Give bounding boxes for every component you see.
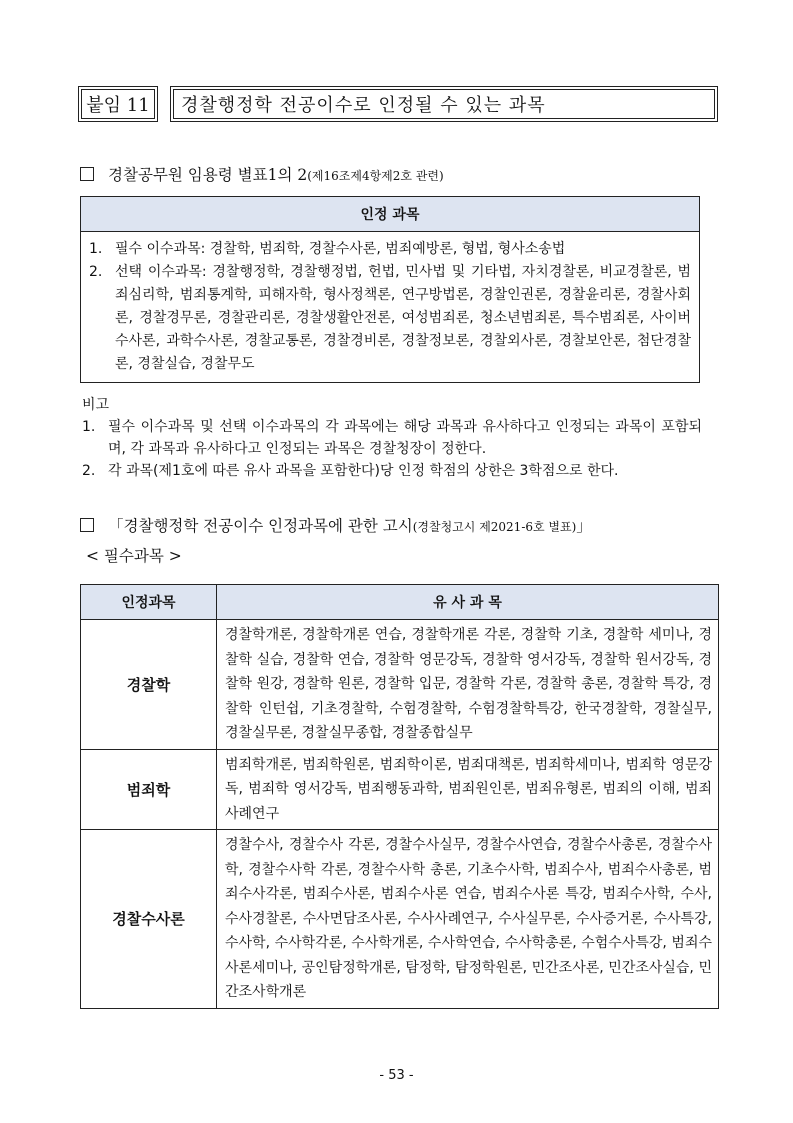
subjects-cell: 경찰수사, 경찰수사 각론, 경찰수사실무, 경찰수사연습, 경찰수사총론, 경찰수사학, 경찰수사학 각론, 경찰수사학 총론, 기초수사학, 범죄수사, 범죄수사총론, 범죄수사각론, 범죄수사론, 범죄수사론 연습, 범죄수사론 특강, 범죄수사학, 수사, 수사경찰론, 수사면담조사론, 수사사례연구, 수사실무론, 수사증거론, 수사특강, 수사학, 수사학각론, 수사학개론, 수사학연습, 수사학총론, 수험수사특강, 범죄수사론세미나, 공인탐정학개론, 탐정학, 탐정학원론, 민간조사론, 민간조사실습, 민간조사학개론	[217, 830, 719, 1009]
attachment-tag: 붙임 11	[78, 86, 158, 122]
section1-heading-text: 경찰공무원 임용령 별표1의 2	[108, 166, 308, 184]
document-title	[78, 86, 718, 124]
item-text: 선택 이수과목: 경찰행정학, 경찰행정법, 헌법, 민사법 및 기타법, 자치경찰론, 비교경찰론, 범죄심리학, 범죄통계학, 피해자학, 형사정책론, 연구방법론, 경찰인권론, 경찰윤리론, 경찰사회론, 경찰경무론, 경찰관리론, 경찰생활안전론, 여성범죄론, 청소년범죄론, 특수범죄론, 사이버수사론, 과학수사론, 경찰교통론, 경찰경비론, 경찰정보론, 경찰외사론, 경찰보안론, 첨단경찰론, 경찰실습, 경찰무도	[115, 264, 691, 372]
notes-section	[82, 394, 702, 482]
page-number: - 53 -	[379, 1068, 414, 1083]
note-item	[82, 416, 702, 460]
subjects-cell: 범죄학개론, 범죄학원론, 범죄학이론, 범죄대책론, 범죄학세미나, 범죄학 영문강독, 범죄학 영서강독, 범죄행동과학, 범죄원인론, 범죄유형론, 범죄의 이해, 범죄사례연구	[217, 749, 719, 830]
section2-heading-close: 」	[576, 517, 592, 535]
item-number: 1.	[89, 241, 103, 257]
recognized-subjects-table	[80, 196, 700, 383]
recognized-subjects-body	[81, 232, 699, 382]
section1-heading	[80, 163, 444, 185]
note-number: 1.	[82, 419, 96, 435]
section1-heading-note: (제16조제4항제2호 관련)	[307, 169, 444, 183]
note-number: 2.	[82, 463, 96, 479]
section2-heading-text: 「경찰행정학 전공이수 인정과목에 관한 고시	[108, 517, 413, 535]
required-subjects-subheading: < 필수과목 >	[86, 547, 182, 565]
note-item	[82, 460, 702, 482]
list-item	[89, 261, 691, 376]
column-header-category: 인정과목	[81, 585, 217, 620]
title-text: 경찰행정학 전공이수로 인정될 수 있는 과목	[170, 86, 718, 122]
table-row	[81, 830, 719, 1009]
section2-heading	[80, 514, 592, 536]
section2-heading-note: (경찰청고시 제2021-6호 별표)	[412, 520, 577, 534]
similar-subjects-table	[80, 584, 719, 1009]
recognized-subjects-header: 인정 과목	[81, 197, 699, 232]
list-item	[89, 238, 691, 261]
note-text: 각 과목(제1호에 따른 유사 과목을 포함한다)당 인정 학점의 상한은 3학점으로 한다.	[108, 463, 619, 479]
category-cell: 경찰수사론	[81, 830, 217, 1009]
checkbox-bullet-icon	[80, 518, 94, 532]
category-cell: 범죄학	[81, 749, 217, 830]
category-cell: 경찰학	[81, 620, 217, 750]
note-text: 필수 이수과목 및 선택 이수과목의 각 과목에는 해당 과목과 유사하다고 인정되는 과목이 포함되며, 각 과목과 유사하다고 인정되는 과목은 경찰청장이 정한다.	[108, 419, 702, 457]
column-header-similar: 유 사 과 목	[217, 585, 719, 620]
table-row	[81, 749, 719, 830]
table-row	[81, 620, 719, 750]
notes-title: 비고	[82, 397, 110, 413]
item-number: 2.	[89, 264, 103, 280]
subjects-cell: 경찰학개론, 경찰학개론 연습, 경찰학개론 각론, 경찰학 기초, 경찰학 세미나, 경찰학 실습, 경찰학 연습, 경찰학 영문강독, 경찰학 영서강독, 경찰학 원서강독, 경찰학 원강, 경찰학 원론, 경찰학 입문, 경찰학 각론, 경찰학 총론, 경찰학 특강, 경찰학 인턴쉽, 기초경찰학, 수험경찰학, 수험경찰학특강, 한국경찰학, 경찰실무, 경찰실무론, 경찰실무종합, 경찰종합실무	[217, 620, 719, 750]
table-header-row	[81, 585, 719, 620]
item-text: 필수 이수과목: 경찰학, 범죄학, 경찰수사론, 범죄예방론, 형법, 형사소송법	[115, 241, 566, 257]
checkbox-bullet-icon	[80, 167, 94, 181]
